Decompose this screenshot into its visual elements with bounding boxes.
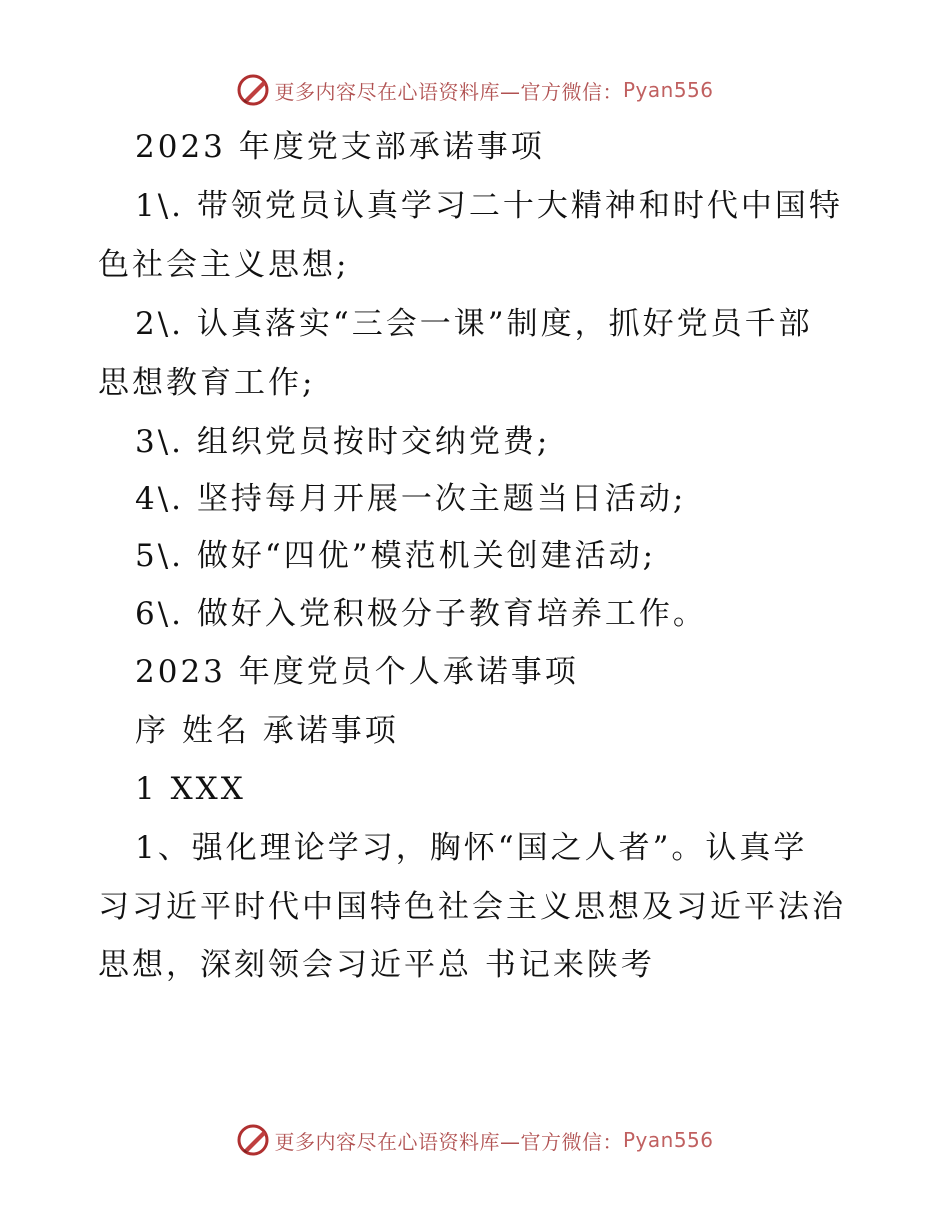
footer-banner xyxy=(0,1120,950,1160)
branch-commitments-title: 2023 年度党支部承诺事项 xyxy=(135,129,545,165)
table-header: 序 姓名 承诺事项 xyxy=(135,713,399,749)
entry-line-1: 1、强化理论学习，胸怀“国之人者”。认真学 xyxy=(135,830,808,866)
branch-item-1-cont: 色社会主义思想; xyxy=(98,247,350,283)
branch-item-2: 2\. 认真落实“三会一课”制度，抓好党员千部 xyxy=(135,306,813,342)
header-banner xyxy=(0,70,950,110)
branch-item-5: 5\. 做好“四优”模范机关创建活动; xyxy=(135,538,657,574)
branch-item-3: 3\. 组织党员按时交纳党费; xyxy=(135,424,551,460)
banner-wechat-id: Pyan556 xyxy=(622,78,714,102)
personal-commitments-title: 2023 年度党员个人承诺事项 xyxy=(135,654,579,690)
branch-item-6: 6\. 做好入党积极分子教育培养工作。 xyxy=(135,596,707,632)
branch-item-1: 1\. 带领党员认真学习二十大精神和时代中国特 xyxy=(135,188,843,224)
pen-logo-icon xyxy=(236,72,272,108)
entry-line-2: 习习近平时代中国特色社会主义思想及习近平法治 xyxy=(98,889,846,925)
banner-text: 更多内容尽在心语资料库—官方微信： xyxy=(274,79,623,104)
pen-logo-icon xyxy=(236,1122,272,1158)
banner-text: 更多内容尽在心语资料库—官方微信： xyxy=(274,1129,623,1154)
entry-line-3: 思想，深刻领会习近平总 书记来陕考 xyxy=(98,947,655,983)
banner-wechat-id: Pyan556 xyxy=(622,1128,714,1152)
branch-item-2-cont: 思想教育工作; xyxy=(98,365,316,401)
branch-item-4: 4\. 坚持每月开展一次主题当日活动; xyxy=(135,481,687,517)
entry-label: 1 XXX xyxy=(135,771,246,807)
